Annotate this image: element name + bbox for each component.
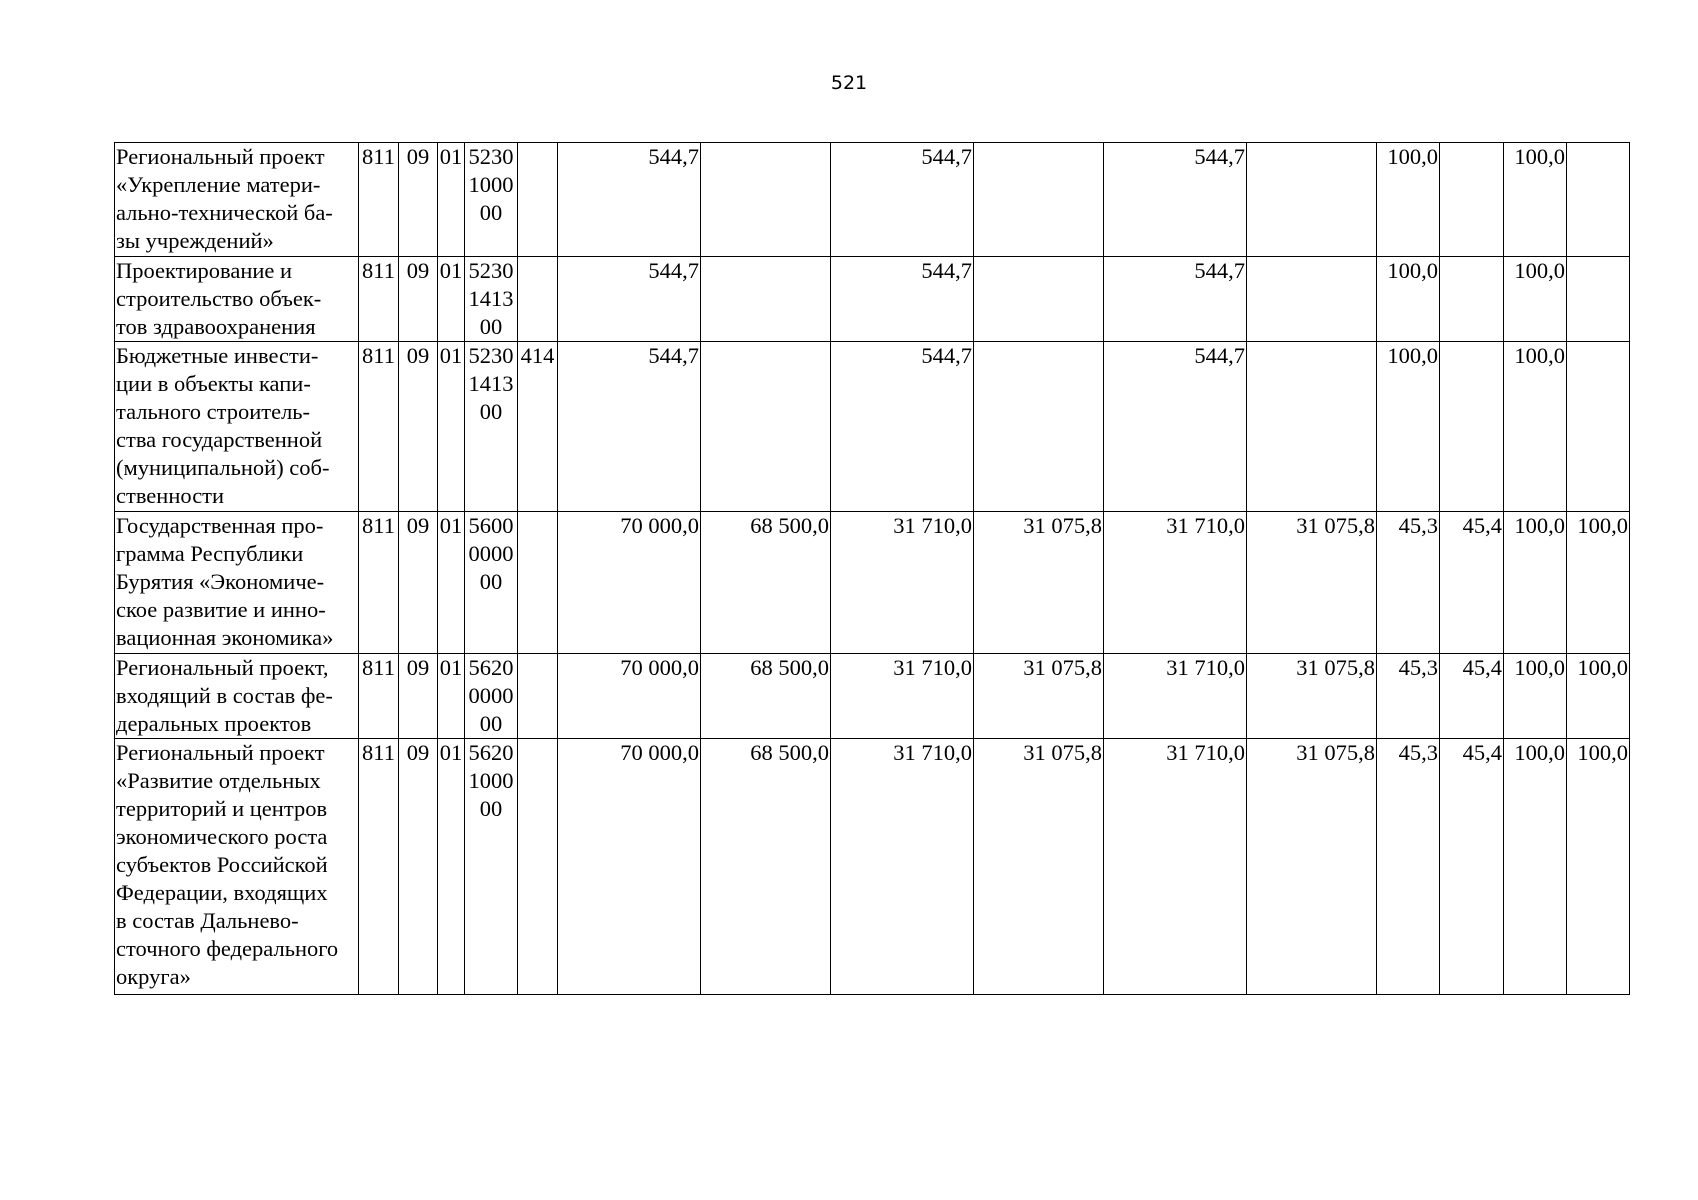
value-cell: 100,0 <box>1504 739 1567 995</box>
value-cell: 45,4 <box>1440 654 1504 739</box>
row-name-line: Бурятия «Экономиче- <box>116 569 325 594</box>
table-row <box>115 739 1630 995</box>
value-cell: 100,0 <box>1504 342 1567 512</box>
value-cell <box>1567 143 1630 257</box>
target-code-line: 1000 <box>468 768 514 793</box>
value-cell <box>1440 143 1504 257</box>
ministry-code: 811 <box>359 654 399 739</box>
value-cell <box>974 342 1104 512</box>
row-name-line: строительство объек- <box>116 286 322 311</box>
target-code-line: 0000 <box>468 683 514 708</box>
row-name-line: субъектов Российской <box>116 852 328 877</box>
row-name-line: ское развитие и инно- <box>116 597 326 622</box>
target-code-line: 00 <box>479 314 503 339</box>
table-row <box>115 342 1630 512</box>
row-name-line: ственности <box>116 483 225 508</box>
target-code-line: 00 <box>479 569 503 594</box>
subsection-code: 01 <box>438 512 465 654</box>
value-cell: 70 000,0 <box>558 654 701 739</box>
value-cell: 45,4 <box>1440 512 1504 654</box>
subsection-code: 01 <box>438 257 465 342</box>
value-cell: 31 075,8 <box>1247 654 1377 739</box>
target-code-line: 5620 <box>468 740 514 765</box>
row-name-line: Региональный проект <box>116 144 325 169</box>
page-number: 521 <box>830 72 868 94</box>
table-row <box>115 143 1630 257</box>
target-code-line: 5620 <box>468 655 514 680</box>
ministry-code: 811 <box>359 143 399 257</box>
value-cell: 45,3 <box>1377 739 1440 995</box>
target-code-line: 1000 <box>468 172 514 197</box>
value-cell: 100,0 <box>1377 257 1440 342</box>
row-name-line: грамма Республики <box>116 541 304 566</box>
target-article-code <box>465 512 518 654</box>
value-cell: 31 075,8 <box>974 739 1104 995</box>
value-cell: 31 075,8 <box>974 512 1104 654</box>
row-name-line: Региональный проект <box>116 740 325 765</box>
row-name <box>115 143 359 257</box>
value-cell: 100,0 <box>1504 143 1567 257</box>
row-name <box>115 257 359 342</box>
value-cell <box>974 257 1104 342</box>
expense-type-code <box>518 257 558 342</box>
row-name-line: в состав Дальнево- <box>116 908 299 933</box>
row-name-line: (муниципальной) соб- <box>116 455 330 480</box>
value-cell: 31 710,0 <box>1104 654 1247 739</box>
row-name-line: «Развитие отдельных <box>116 768 321 793</box>
target-code-line: 00 <box>479 200 503 225</box>
ministry-code: 811 <box>359 512 399 654</box>
row-name-line: ально-технической ба- <box>116 200 333 225</box>
value-cell: 100,0 <box>1567 739 1630 995</box>
section-code: 09 <box>399 342 438 512</box>
value-cell: 544,7 <box>558 342 701 512</box>
target-code-line: 00 <box>479 711 503 736</box>
value-cell: 68 500,0 <box>701 512 831 654</box>
value-cell: 544,7 <box>831 257 974 342</box>
value-cell: 31 710,0 <box>1104 739 1247 995</box>
value-cell: 544,7 <box>1104 342 1247 512</box>
row-name-line: территорий и центров <box>116 796 328 821</box>
value-cell <box>974 143 1104 257</box>
row-name-line: входящий в состав фе- <box>116 683 333 708</box>
target-code-line: 00 <box>479 399 503 424</box>
row-name-line: «Укрепление матери- <box>116 172 321 197</box>
value-cell <box>1247 143 1377 257</box>
target-code-line: 5230 <box>468 258 514 283</box>
subsection-code: 01 <box>438 143 465 257</box>
value-cell: 70 000,0 <box>558 512 701 654</box>
target-code-line: 00 <box>479 796 503 821</box>
target-code-line: 1413 <box>468 286 514 311</box>
value-cell: 544,7 <box>558 257 701 342</box>
row-name-line: тального строитель- <box>116 399 311 424</box>
value-cell: 68 500,0 <box>701 654 831 739</box>
table-row <box>115 654 1630 739</box>
target-code-line: 5230 <box>468 343 514 368</box>
section-code: 09 <box>399 739 438 995</box>
target-code-line: 0000 <box>468 541 514 566</box>
ministry-code: 811 <box>359 257 399 342</box>
subsection-code: 01 <box>438 342 465 512</box>
value-cell: 31 075,8 <box>974 654 1104 739</box>
row-name-line: Проектирование и <box>116 258 293 283</box>
value-cell: 100,0 <box>1504 257 1567 342</box>
table-row <box>115 512 1630 654</box>
target-article-code <box>465 257 518 342</box>
value-cell: 100,0 <box>1377 143 1440 257</box>
section-code: 09 <box>399 257 438 342</box>
value-cell: 544,7 <box>1104 257 1247 342</box>
value-cell: 45,4 <box>1440 739 1504 995</box>
row-name <box>115 342 359 512</box>
target-article-code <box>465 143 518 257</box>
value-cell <box>1567 257 1630 342</box>
row-name-line: деральных проектов <box>116 711 312 736</box>
row-name-line: тов здравоохранения <box>116 314 316 339</box>
section-code: 09 <box>399 654 438 739</box>
value-cell <box>1440 342 1504 512</box>
target-code-line: 5600 <box>468 513 514 538</box>
row-name <box>115 739 359 995</box>
section-code: 09 <box>399 143 438 257</box>
expense-type-code <box>518 739 558 995</box>
row-name-line: округа» <box>116 964 191 989</box>
value-cell: 544,7 <box>1104 143 1247 257</box>
ministry-code: 811 <box>359 739 399 995</box>
value-cell: 100,0 <box>1567 512 1630 654</box>
row-name-line: Государственная про- <box>116 513 324 538</box>
value-cell: 31 710,0 <box>1104 512 1247 654</box>
value-cell <box>701 143 831 257</box>
row-name-line: сточного федерального <box>116 936 339 961</box>
row-name-line: Бюджетные инвести- <box>116 343 319 368</box>
section-code: 09 <box>399 512 438 654</box>
target-code-line: 1413 <box>468 371 514 396</box>
value-cell: 31 710,0 <box>831 512 974 654</box>
row-name-line: Федерации, входящих <box>116 880 328 905</box>
value-cell: 100,0 <box>1504 654 1567 739</box>
value-cell: 31 075,8 <box>1247 739 1377 995</box>
value-cell: 31 075,8 <box>1247 512 1377 654</box>
value-cell: 544,7 <box>831 342 974 512</box>
target-article-code <box>465 654 518 739</box>
value-cell <box>1247 342 1377 512</box>
table-body <box>115 143 1630 995</box>
value-cell <box>1247 257 1377 342</box>
target-code-line: 5230 <box>468 144 514 169</box>
row-name-line: вационная экономика» <box>116 625 334 650</box>
target-article-code <box>465 342 518 512</box>
value-cell: 70 000,0 <box>558 739 701 995</box>
table-row <box>115 257 1630 342</box>
value-cell <box>1440 257 1504 342</box>
row-name <box>115 512 359 654</box>
row-name-line: зы учреждений» <box>116 228 274 253</box>
value-cell: 45,3 <box>1377 654 1440 739</box>
expense-type-code <box>518 654 558 739</box>
row-name-line: ции в объекты капи- <box>116 371 311 396</box>
value-cell: 68 500,0 <box>701 739 831 995</box>
value-cell: 31 710,0 <box>831 739 974 995</box>
value-cell: 544,7 <box>558 143 701 257</box>
subsection-code: 01 <box>438 654 465 739</box>
value-cell <box>701 342 831 512</box>
value-cell <box>701 257 831 342</box>
row-name-line: ства государственной <box>116 427 323 452</box>
value-cell: 31 710,0 <box>831 654 974 739</box>
subsection-code: 01 <box>438 739 465 995</box>
row-name <box>115 654 359 739</box>
budget-table <box>114 142 1630 995</box>
value-cell: 100,0 <box>1377 342 1440 512</box>
value-cell <box>1567 342 1630 512</box>
value-cell: 100,0 <box>1567 654 1630 739</box>
expense-type-code: 414 <box>518 342 558 512</box>
value-cell: 100,0 <box>1504 512 1567 654</box>
value-cell: 544,7 <box>831 143 974 257</box>
row-name-line: экономического роста <box>116 824 328 849</box>
target-article-code <box>465 739 518 995</box>
value-cell: 45,3 <box>1377 512 1440 654</box>
ministry-code: 811 <box>359 342 399 512</box>
expense-type-code <box>518 143 558 257</box>
row-name-line: Региональный проект, <box>116 655 329 680</box>
expense-type-code <box>518 512 558 654</box>
